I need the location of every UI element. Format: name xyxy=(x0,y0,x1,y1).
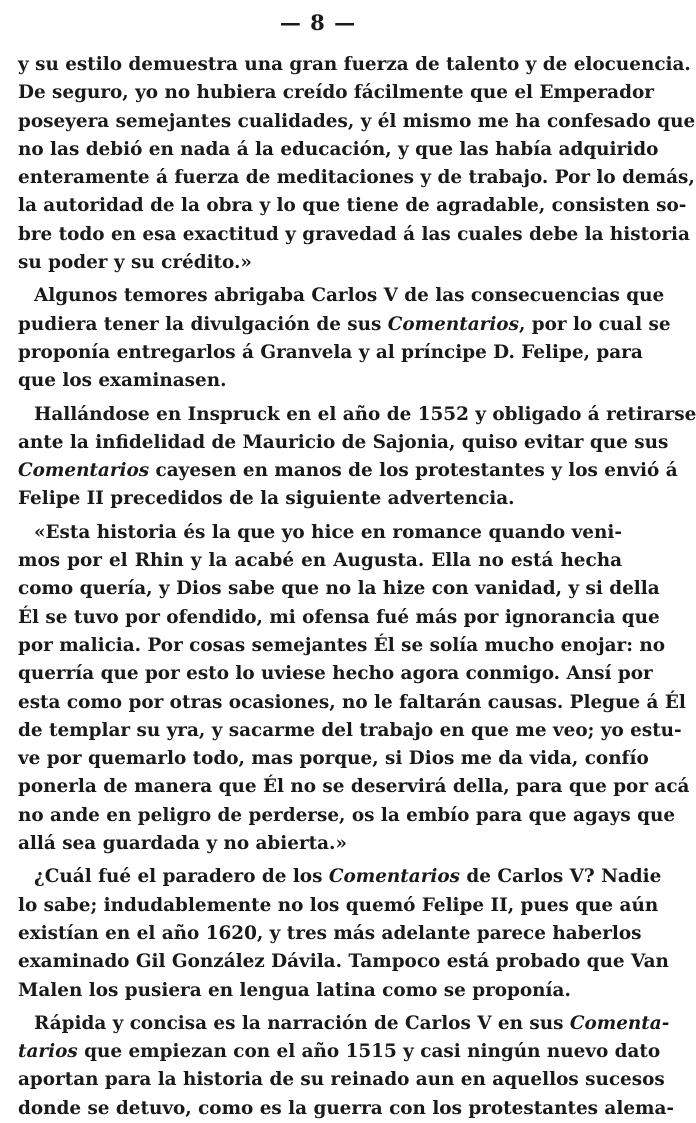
page-number: — 8 — xyxy=(279,10,357,35)
text-line: por malicia. Por cosas semejantes Él se solía mucho enojar: no xyxy=(18,634,666,656)
text-line: Felipe II precedidos de la siguiente advertencia. xyxy=(18,488,515,510)
italic-title: tarios xyxy=(18,1041,78,1063)
text-line: ponerla de manera que Él no se deservirá della, para que por acá xyxy=(18,776,690,798)
text-line: pudiera tener la divulgación de sus Comentarios, por lo cual se xyxy=(18,313,671,335)
text-line: como quería, y Dios sabe que no la hize con vanidad, y si della xyxy=(18,578,660,600)
italic-title: Comenta- xyxy=(569,1012,670,1034)
text-line: ante la infidelidad de Mauricio de Sajonia, quiso evitar que sus xyxy=(18,431,669,453)
text-line: bre todo en esa exactitud y gravedad á las cuales debe la historia xyxy=(18,223,690,245)
text-line: enteramente á fuerza de meditaciones y de trabajo. Por lo demás, xyxy=(18,167,695,189)
text-line: no ande en peligro de perderse, os la embío para que agays que xyxy=(18,804,676,826)
italic-title: Comentarios xyxy=(387,313,519,335)
text-line: Rápida y concisa es la narración de Carlos V en sus Comenta- xyxy=(34,1012,670,1034)
text-line: Comentarios cayesen en manos de los protestantes y los envió á xyxy=(18,460,678,482)
text-line: su poder y su crédito.» xyxy=(18,252,252,274)
text-line: Él se tuvo por ofendido, mi ofensa fué más por ignorancia que xyxy=(18,606,660,628)
text-line: ve por quemarlo todo, mas porque, si Dios me da vida, confío xyxy=(18,748,649,770)
text-line: querría que por esto lo uviese hecho agora conmigo. Ansí por xyxy=(18,663,653,685)
text-line: examinado Gil González Dávila. Tampoco está probado que Van xyxy=(18,951,669,973)
text-line: ¿Cuál fué el paradero de los Comentarios de Carlos V? Nadie xyxy=(34,866,662,888)
text-line: donde se detuvo, como es la guerra con los protestantes alema- xyxy=(18,1097,675,1119)
text-line: proponía entregarlos á Granvela y al príncipe D. Felipe, para xyxy=(18,341,643,363)
text-line: no las debió en nada á la educación, y que las había adquirido xyxy=(18,138,659,160)
text-line: de templar su yra, y sacarme del trabajo en que me veo; yo estu- xyxy=(18,719,682,741)
paragraph xyxy=(18,1010,675,1123)
paragraph xyxy=(18,519,690,859)
body-text xyxy=(18,51,696,1123)
paragraph xyxy=(18,51,696,277)
text-line: «Esta historia és la que yo hice en romance quando veni- xyxy=(34,521,622,543)
text-line: existían en el año 1620, y tres más adelante parece haberlos xyxy=(18,922,642,944)
paragraph xyxy=(18,863,669,1004)
text-line: mos por el Rhin y la acabé en Augusta. Ella no está hecha xyxy=(18,550,622,572)
text-line: que los examinasen. xyxy=(18,370,227,392)
text-line: poseyera semejantes cualidades, y él mismo me ha confesado que xyxy=(18,110,696,132)
text-line: esta como por otras ocasiones, no le faltarán causas. Plegue á Él xyxy=(18,691,686,713)
text-line: lo sabe; indudablemente no los quemó Felipe II, pues que aún xyxy=(18,894,659,916)
text-line: Algunos temores abrigaba Carlos V de las consecuencias que xyxy=(34,285,665,307)
text-line: allá sea guardada y no abierta.» xyxy=(18,833,347,855)
italic-title: Comentarios xyxy=(18,460,150,482)
italic-title: Comentarios xyxy=(328,866,460,888)
text-line: Malen los pusiera en lengua latina como se proponía. xyxy=(18,979,571,1001)
text-line: aportan para la historia de su reinado aun en aquellos sucesos xyxy=(18,1069,665,1091)
text-line: la autoridad de la obra y lo que tiene de agradable, consisten so- xyxy=(18,195,687,217)
text-line: De seguro, yo no hubiera creído fácilmente que el Emperador xyxy=(18,82,654,104)
text-line: y su estilo demuestra una gran fuerza de talento y de elocuencia. xyxy=(18,54,691,75)
text-line: tarios que empiezan con el año 1515 y casi ningún nuevo dato xyxy=(18,1041,661,1063)
text-line: Hallándose en Inspruck en el año de 1552 y obligado á retirarse xyxy=(34,403,696,425)
paragraph xyxy=(18,282,671,395)
paragraph xyxy=(18,401,696,514)
